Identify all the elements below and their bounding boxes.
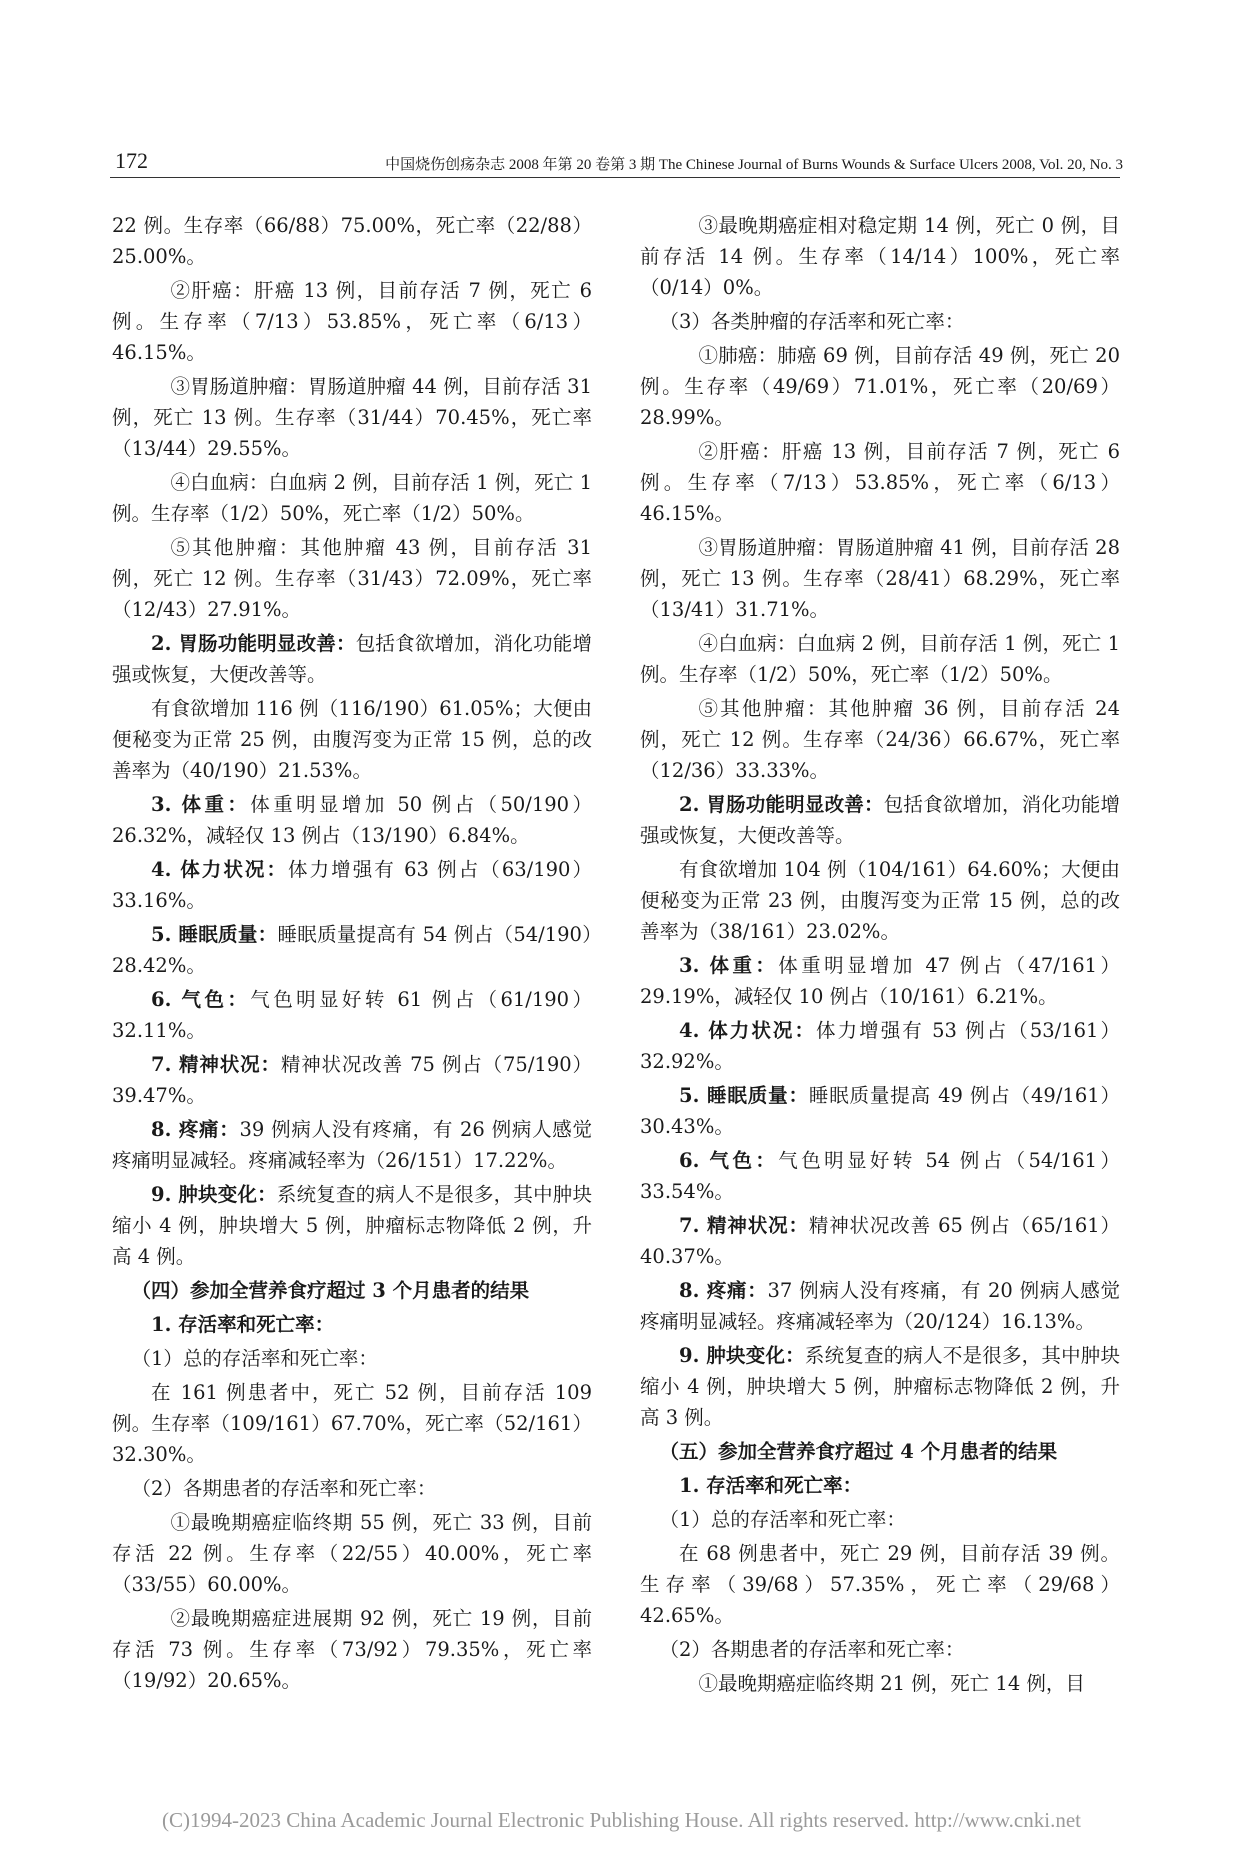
paragraph-text: 精神状况改善 65 例占（65/161）40.37%。 xyxy=(640,1214,1120,1268)
paragraph xyxy=(112,854,592,916)
paragraph xyxy=(640,1436,1120,1467)
paragraph-text: 体力增强有 53 例占（53/161）32.92%。 xyxy=(640,1019,1120,1073)
paragraph-text: ③最晚期癌症相对稳定期 14 例，死亡 0 例，目前存活 14 例。生存率（14/14）100%，死亡率（0/14）0%。 xyxy=(640,214,1120,299)
paragraph-text: （1）总的存活率和死亡率： xyxy=(131,1347,378,1370)
paragraph xyxy=(640,1015,1120,1077)
paragraph xyxy=(640,210,1120,303)
paragraph xyxy=(640,1634,1120,1665)
paragraph xyxy=(112,1603,592,1696)
paragraph xyxy=(640,436,1120,529)
paragraph-heading: 9. 肿块变化： xyxy=(679,1344,805,1367)
paragraph xyxy=(112,628,592,690)
header-rule xyxy=(110,177,1120,178)
paragraph xyxy=(640,1470,1120,1501)
paragraph xyxy=(112,984,592,1046)
paragraph-heading: 2. 胃肠功能明显改善： xyxy=(151,632,356,655)
paragraph-text: ④白血病：白血病 2 例，目前存活 1 例，死亡 1 例。生存率（1/2）50%，死亡率（1/2）50%。 xyxy=(640,632,1120,686)
paragraph xyxy=(640,1080,1120,1142)
copyright-footer: (C)1994-2023 China Academic Journal Electronic Publishing House. All rights reserved. http://www.cnki.net xyxy=(162,1808,1081,1832)
paragraph xyxy=(112,1114,592,1176)
paragraph xyxy=(112,1275,592,1306)
paragraph xyxy=(640,1668,1120,1699)
paragraph-text: 有食欲增加 104 例（104/161）64.60%；大便由便秘变为正常 23 例，由腹泻变为正常 15 例，总的改善率为（38/161）23.02%。 xyxy=(640,858,1120,943)
paragraph xyxy=(112,371,592,464)
paragraph-text: 体重明显增加 47 例占（47/161）29.19%，减轻仅 10 例占（10/161）6.21%。 xyxy=(640,954,1120,1008)
paragraph-text: ①最晚期癌症临终期 21 例，死亡 14 例，目 xyxy=(698,1672,1085,1695)
paragraph-text: ④白血病：白血病 2 例，目前存活 1 例，死亡 1 例。生存率（1/2）50%，死亡率（1/2）50%。 xyxy=(112,471,592,525)
paragraph xyxy=(112,1343,592,1374)
paragraph-text: 37 例病人没有疼痛，有 20 例病人感觉疼痛明显减轻。疼痛减轻率为（20/124）16.13%。 xyxy=(640,1279,1120,1333)
paragraph xyxy=(112,275,592,368)
paragraph-text: ①肺癌：肺癌 69 例，目前存活 49 例，死亡 20 例。生存率（49/69）71.01%，死亡率（20/69）28.99%。 xyxy=(640,344,1120,429)
paragraph-text: 在 68 例患者中，死亡 29 例，目前存活 39 例。生存率（39/68）57.35%，死亡率（29/68）42.65%。 xyxy=(640,1542,1120,1627)
paragraph-text: ②肝癌：肝癌 13 例，目前存活 7 例，死亡 6 例。生存率（7/13）53.85%，死亡率（6/13）46.15%。 xyxy=(112,279,592,364)
paragraph-text: 睡眠质量提高有 54 例占（54/190）28.42%。 xyxy=(112,923,593,977)
paragraph xyxy=(640,1340,1120,1433)
paragraph xyxy=(112,210,592,272)
paragraph-heading: 8. 疼痛： xyxy=(151,1118,240,1141)
paragraph xyxy=(640,693,1120,786)
paragraph xyxy=(112,693,592,786)
paragraph xyxy=(640,306,1120,337)
paragraph xyxy=(640,789,1120,851)
paragraph-text: 39 例病人没有疼痛，有 26 例病人感觉疼痛明显减轻。疼痛减轻率为（26/151）17.22%。 xyxy=(112,1118,592,1172)
paragraph-heading: 5. 睡眠质量： xyxy=(679,1084,809,1107)
paragraph-heading: 2. 胃肠功能明显改善： xyxy=(679,793,884,816)
paragraph xyxy=(640,1538,1120,1631)
paragraph-heading: 1. 存活率和死亡率： xyxy=(151,1313,335,1336)
paragraph-text: 体重明显增加 50 例占（50/190）26.32%，减轻仅 13 例占（13/190）6.84%。 xyxy=(112,793,592,847)
journal-running-head: 中国烧伤创疡杂志 2008 年第 20 卷第 3 期 The Chinese Journal of Burns Wounds & Surface Ulcers 2008, Vol. 20, No. 3 xyxy=(385,157,1123,173)
paragraph-text: 气色明显好转 61 例占（61/190）32.11%。 xyxy=(112,988,592,1042)
paragraph-text: 在 161 例患者中，死亡 52 例，目前存活 109 例。生存率（109/161）67.70%，死亡率（52/161）32.30%。 xyxy=(112,1381,592,1466)
paragraph xyxy=(112,532,592,625)
paragraph xyxy=(640,1210,1120,1272)
page-header xyxy=(0,0,1243,175)
paragraph-text: 包括食欲增加，消化功能增强或恢复，大便改善等。 xyxy=(112,632,592,686)
paragraph xyxy=(112,1309,592,1340)
paragraph xyxy=(112,467,592,529)
paragraph-heading: 4. 体力状况： xyxy=(679,1019,817,1042)
paragraph xyxy=(112,1179,592,1272)
paragraph-heading: 8. 疼痛： xyxy=(679,1279,768,1302)
paragraph-text: 系统复查的病人不是很多，其中肿块缩小 4 例，肿块增大 5 例，肿瘤标志物降低 2 例，升高 3 例。 xyxy=(640,1344,1120,1429)
paragraph xyxy=(112,1473,592,1504)
left-column xyxy=(112,210,592,1699)
paragraph-text: （1）总的存活率和死亡率： xyxy=(659,1508,906,1531)
paragraph-heading: 3. 体重： xyxy=(679,954,779,977)
paragraph xyxy=(112,919,592,981)
paragraph-text: ①最晚期癌症临终期 55 例，死亡 33 例，目前存活 22 例。生存率（22/55）40.00%，死亡率（33/55）60.00%。 xyxy=(112,1511,592,1596)
paragraph xyxy=(640,1504,1120,1535)
paragraph-heading: 7. 精神状况： xyxy=(151,1053,281,1076)
page-number: 172 xyxy=(115,148,148,173)
paragraph xyxy=(640,340,1120,433)
paragraph-heading: 3. 体重： xyxy=(151,793,251,816)
paragraph-text: ②肝癌：肝癌 13 例，目前存活 7 例，死亡 6 例。生存率（7/13）53.85%，死亡率（6/13）46.15%。 xyxy=(640,440,1120,525)
paragraph xyxy=(640,1145,1120,1207)
paragraph-text: 睡眠质量提高 49 例占（49/161）30.43%。 xyxy=(640,1084,1120,1138)
paragraph-text: 有食欲增加 116 例（116/190）61.05%；大便由便秘变为正常 25 例，由腹泻变为正常 15 例，总的改善率为（40/190）21.53%。 xyxy=(112,697,592,782)
paragraph-heading: 5. 睡眠质量： xyxy=(151,923,278,946)
paragraph-text: 系统复查的病人不是很多，其中肿块缩小 4 例，肿块增大 5 例，肿瘤标志物降低 2 例，升高 4 例。 xyxy=(112,1183,592,1268)
paragraph-text: ③胃肠道肿瘤：胃肠道肿瘤 44 例，目前存活 31 例，死亡 13 例。生存率（31/44）70.45%，死亡率（13/44）29.55%。 xyxy=(112,375,592,460)
paragraph-heading: 6. 气色： xyxy=(679,1149,779,1172)
paragraph-text: ⑤其他肿瘤：其他肿瘤 43 例，目前存活 31 例，死亡 12 例。生存率（31/43）72.09%，死亡率（12/43）27.91%。 xyxy=(112,536,592,621)
paragraph xyxy=(640,532,1120,625)
paragraph-heading: （四）参加全营养食疗超过 3 个月患者的结果 xyxy=(131,1279,530,1302)
right-column xyxy=(640,210,1120,1702)
paragraph xyxy=(640,950,1120,1012)
paragraph-text: 精神状况改善 75 例占（75/190）39.47%。 xyxy=(112,1053,592,1107)
paragraph-text: （3）各类肿瘤的存活率和死亡率： xyxy=(659,310,965,333)
paragraph xyxy=(112,1377,592,1470)
paragraph xyxy=(640,1275,1120,1337)
paragraph-text: 包括食欲增加，消化功能增强或恢复，大便改善等。 xyxy=(640,793,1120,847)
paragraph-text: ③胃肠道肿瘤：胃肠道肿瘤 41 例，目前存活 28 例，死亡 13 例。生存率（28/41）68.29%，死亡率（13/41）31.71%。 xyxy=(640,536,1120,621)
paragraph-heading: 1. 存活率和死亡率： xyxy=(679,1474,863,1497)
paragraph-heading: 9. 肿块变化： xyxy=(151,1183,277,1206)
paragraph-heading: 7. 精神状况： xyxy=(679,1214,809,1237)
paragraph-text: 22 例。生存率（66/88）75.00%，死亡率（22/88）25.00%。 xyxy=(112,214,592,268)
paragraph xyxy=(112,1049,592,1111)
paragraph-text: 气色明显好转 54 例占（54/161）33.54%。 xyxy=(640,1149,1120,1203)
paragraph xyxy=(112,789,592,851)
paragraph xyxy=(112,1507,592,1600)
paragraph-text: ⑤其他肿瘤：其他肿瘤 36 例，目前存活 24 例，死亡 12 例。生存率（24/36）66.67%，死亡率（12/36）33.33%。 xyxy=(640,697,1120,782)
paragraph-text: （2）各期患者的存活率和死亡率： xyxy=(659,1638,965,1661)
paragraph-text: （2）各期患者的存活率和死亡率： xyxy=(131,1477,437,1500)
paragraph-heading: 6. 气色： xyxy=(151,988,251,1011)
paragraph xyxy=(640,854,1120,947)
paragraph-text: ②最晚期癌症进展期 92 例，死亡 19 例，目前存活 73 例。生存率（73/92）79.35%，死亡率（19/92）20.65%。 xyxy=(112,1607,592,1692)
paragraph-heading: （五）参加全营养食疗超过 4 个月患者的结果 xyxy=(659,1440,1058,1463)
paragraph-heading: 4. 体力状况： xyxy=(151,858,289,881)
paragraph-text: 体力增强有 63 例占（63/190）33.16%。 xyxy=(112,858,592,912)
paragraph xyxy=(640,628,1120,690)
